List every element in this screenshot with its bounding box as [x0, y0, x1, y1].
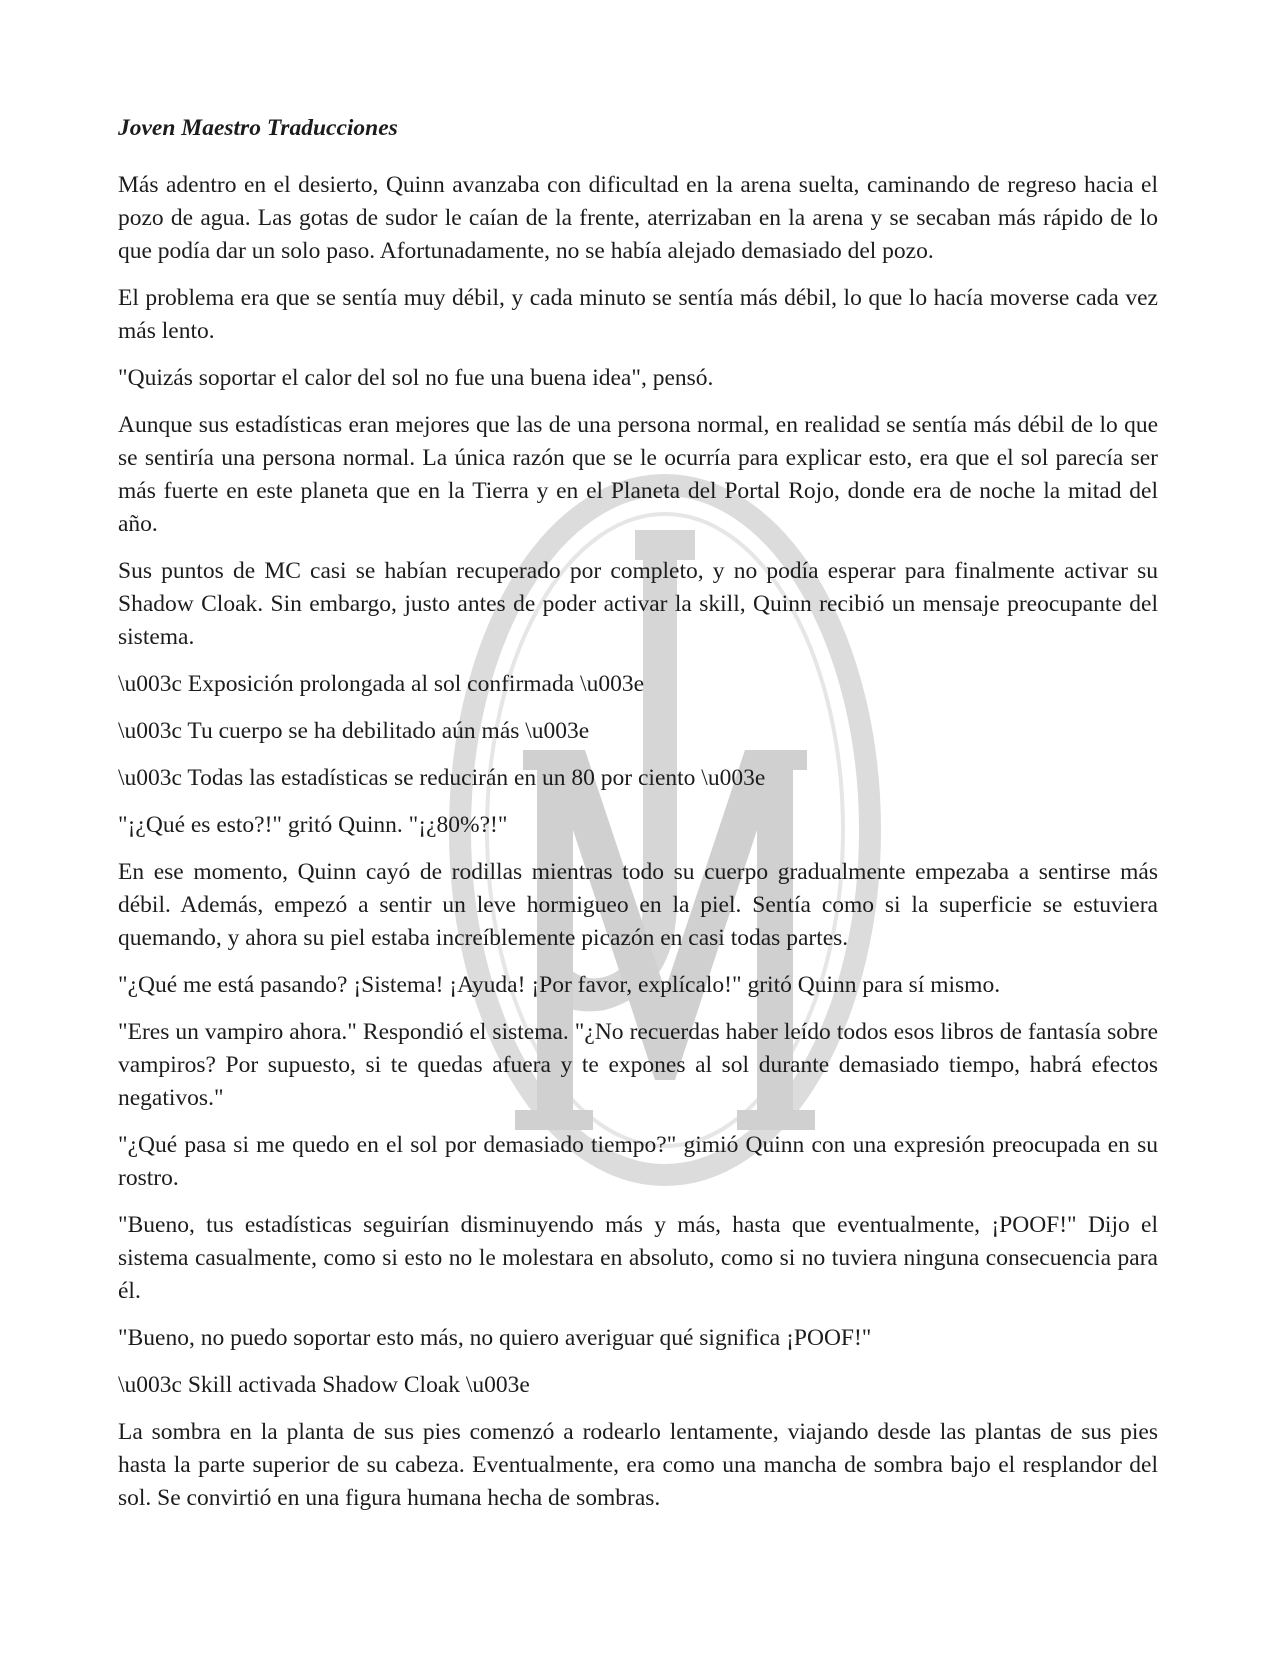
paragraph: "Eres un vampiro ahora." Respondió el sistema. "¿No recuerdas haber leído todos esos libros de fantasía sobre vampiros? Por supuesto, si te quedas afuera y te expones al sol durante demasiado tiempo, habrá efectos negativos." [118, 1019, 1158, 1111]
paragraph: Sus puntos de MC casi se habían recuperado por completo, y no podía esperar para finalmente activar su Shadow Cloak. Sin embargo, justo antes de poder activar la skill, Quinn recibió un mensaje preocupante del sistema. [118, 558, 1158, 650]
paragraph: "Quizás soportar el calor del sol no fue una buena idea", pensó. [118, 365, 714, 391]
paragraph: La sombra en la planta de sus pies comenzó a rodearlo lentamente, viajando desde las plantas de sus pies hasta la parte superior de su cabeza. Eventualmente, era como una mancha de sombra bajo el resplandor del sol. Se convirtió en una figura humana hecha de sombras. [118, 1419, 1158, 1511]
paragraph: "¡¿Qué es esto?!" gritó Quinn. "¡¿80%?!" [118, 812, 508, 838]
system-message: \u003c Todas las estadísticas se reducirán en un 80 por ciento \u003e [118, 765, 766, 791]
document-title: Joven Maestro Traducciones [118, 115, 398, 141]
paragraph: "Bueno, tus estadísticas seguirían disminuyendo más y más, hasta que eventualmente, ¡POOF!" Dijo el sistema casualmente, como si esto no le molestara en absoluto, como si no tuviera ninguna consecuencia para él. [118, 1212, 1158, 1304]
document-page [118, 112, 1158, 1529]
paragraph: Aunque sus estadísticas eran mejores que las de una persona normal, en realidad se sentía más débil de lo que se sentiría una persona normal. La única razón que se le ocurría para explicar esto, era que el sol parecía ser más fuerte en este planeta que en la Tierra y en el Planeta del Portal Rojo, donde era de noche la mitad del año. [118, 412, 1158, 537]
paragraph: "Bueno, no puedo soportar esto más, no quiero averiguar qué significa ¡POOF!" [118, 1325, 872, 1351]
system-message: \u003c Tu cuerpo se ha debilitado aún más \u003e [118, 718, 590, 744]
paragraph: El problema era que se sentía muy débil, y cada minuto se sentía más débil, lo que lo hacía moverse cada vez más lento. [118, 285, 1158, 344]
paragraph: Más adentro en el desierto, Quinn avanzaba con dificultad en la arena suelta, caminando de regreso hacia el pozo de agua. Las gotas de sudor le caían de la frente, aterrizaban en la arena y se secaban más rápido de lo que podía dar un solo paso. Afortunadamente, no se había alejado demasiado del pozo. [118, 172, 1158, 264]
system-message: \u003c Skill activada Shadow Cloak \u003e [118, 1372, 530, 1398]
paragraph: En ese momento, Quinn cayó de rodillas mientras todo su cuerpo gradualmente empezaba a sentirse más débil. Además, empezó a sentir un leve hormigueo en la piel. Sentía como si la superficie se estuviera quemando, y ahora su piel estaba increíblemente picazón en casi todas partes. [118, 859, 1158, 951]
paragraph: "¿Qué me está pasando? ¡Sistema! ¡Ayuda! ¡Por favor, explícalo!" gritó Quinn para sí mismo. [118, 972, 1001, 998]
system-message: \u003c Exposición prolongada al sol confirmada \u003e [118, 671, 645, 697]
paragraph: "¿Qué pasa si me quedo en el sol por demasiado tiempo?" gimió Quinn con una expresión preocupada en su rostro. [118, 1132, 1158, 1191]
